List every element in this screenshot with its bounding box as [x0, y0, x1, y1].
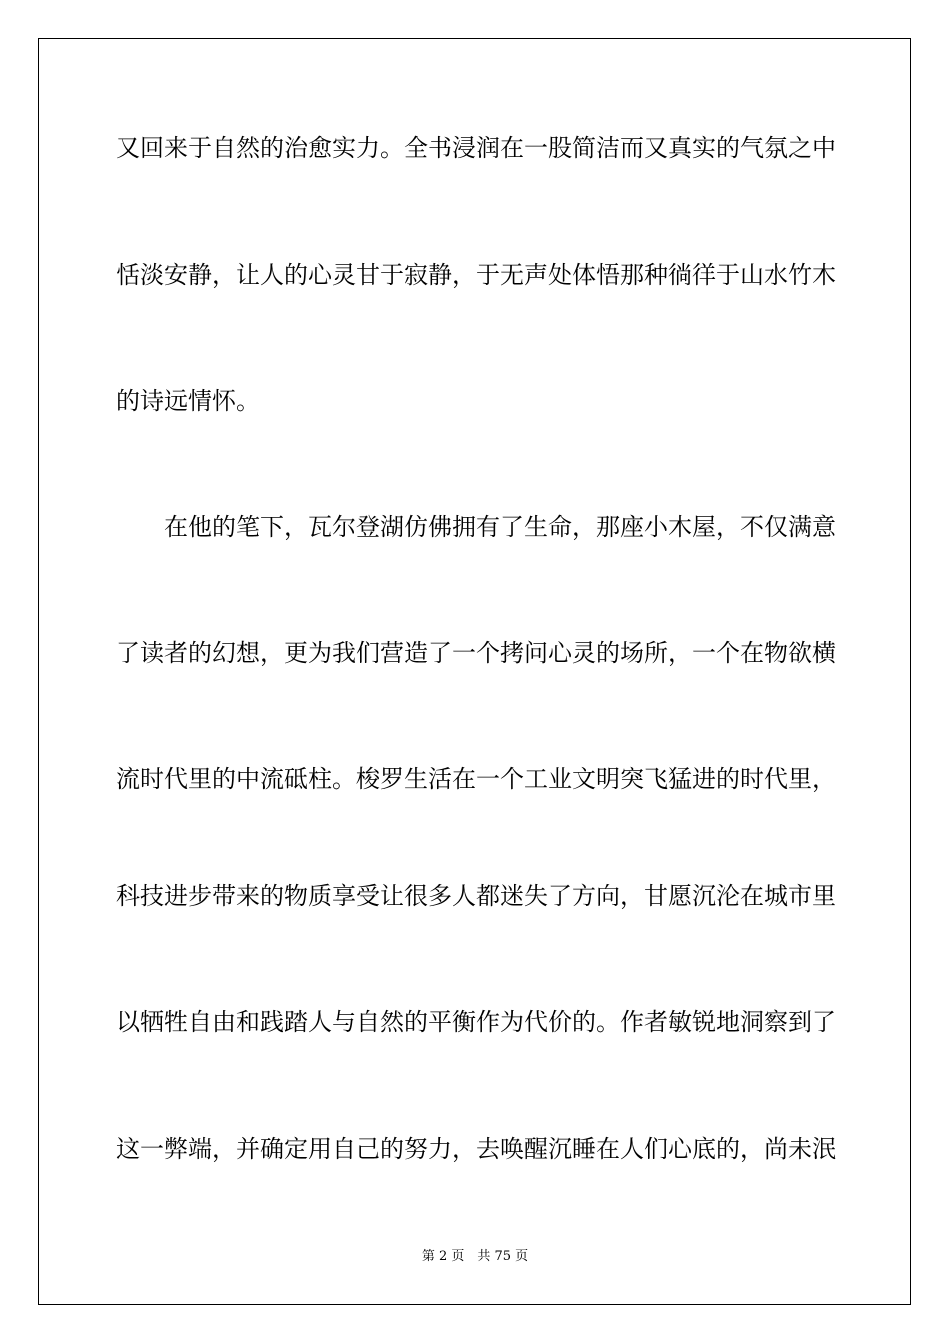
text-line-1: 又回来于自然的治愈实力。全书浸润在一股简洁而又真实的气氛之中	[116, 134, 836, 162]
text-line-6: 流时代里的中流砥柱。梭罗生活在一个工业文明突飞猛进的时代里，	[116, 765, 836, 793]
page-number-footer: 第 2 页 共 75 页	[421, 1249, 529, 1264]
text-line-9: 这一弊端，并确定用自己的努力，去唤醒沉睡在人们心底的，尚未泯	[116, 1135, 836, 1163]
text-line-4: 在他的笔下，瓦尔登湖仿佛拥有了生命，那座小木屋，不仅满意	[164, 513, 836, 541]
text-line-3: 的诗远情怀。	[116, 387, 260, 415]
text-line-2: 恬淡安静，让人的心灵甘于寂静，于无声处体悟那种徜徉于山水竹木	[116, 261, 836, 289]
text-line-8: 以牺牲自由和践踏人与自然的平衡作为代价的。作者敏锐地洞察到了	[116, 1008, 836, 1036]
page-frame	[38, 38, 911, 1305]
text-line-5: 了读者的幻想，更为我们营造了一个拷问心灵的场所，一个在物欲横	[116, 639, 836, 667]
text-line-7: 科技进步带来的物质享受让很多人都迷失了方向，甘愿沉沦在城市里	[116, 882, 836, 910]
